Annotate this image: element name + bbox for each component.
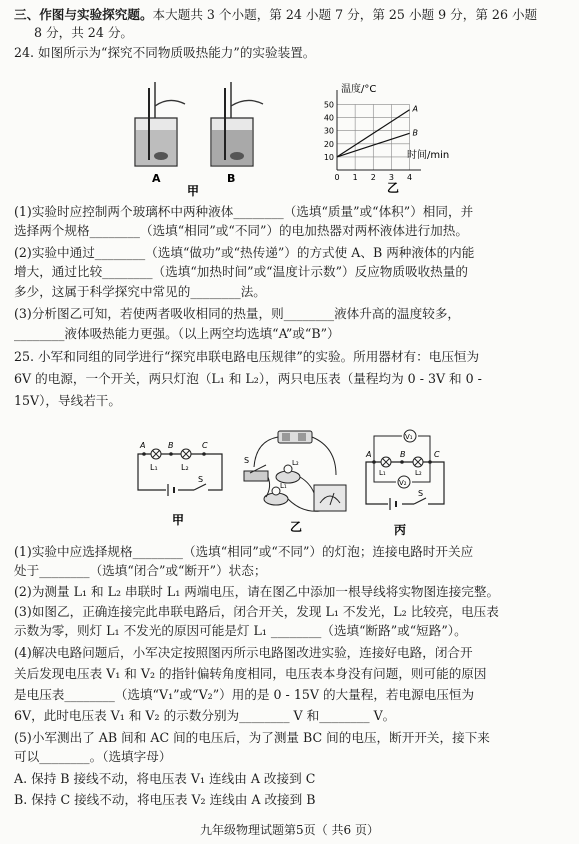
- bing-point-b: B: [400, 450, 406, 459]
- jia-point-c: C: [202, 441, 208, 450]
- q25-part2: (2)为测量 L₁ 和 L₂ 串联时 L₁ 两端电压，请在图乙中添加一根导线将实物图连接完整。: [14, 584, 500, 599]
- yi-lamp-l2-label: L₂: [292, 459, 299, 467]
- beaker-b-label: B: [227, 172, 236, 185]
- jia-point-b: B: [168, 441, 174, 450]
- y-tick-label: 50: [323, 100, 334, 110]
- yi-switch-label: S: [244, 456, 250, 465]
- q25-part1-line1: (1)实验中应选择规格________（选填“相同”或“不同”）的灯泡；连接电路时开关应: [14, 544, 474, 559]
- q25-stem-line3: 15V），导线若干。: [14, 393, 121, 408]
- yi-lamp-l1-label: L₁: [280, 482, 287, 490]
- jia-lamp-l2-label: L₂: [181, 463, 189, 472]
- q25-option-b: B. 保持 C 接线不动，将电压表 V₂ 连线由 A 改接到 B: [14, 792, 316, 807]
- bing-v1-label: V₁: [405, 433, 413, 441]
- fig-jia-caption: 甲: [187, 184, 200, 198]
- q25-part4-line2: 关后发现电压表 V₁ 和 V₂ 的指针偏转角度相同，电压表本身没有问题，则可能的原因: [14, 666, 487, 681]
- section-title: 三、作图与实验探究题。: [14, 7, 153, 22]
- q25-stem-line2: 6V 的电源，一个开关，两只灯泡（L₁ 和 L₂），两只电压表（量程均为 0 - 3V 和 0 -: [14, 371, 482, 386]
- q24-part1-line2: 选择两个规格________（选填“相同”或“不同”）的电加热器对两杯液体进行加热。: [14, 223, 468, 238]
- y-tick-label: 30: [323, 126, 334, 136]
- section-intro-2: 8 分，共 24 分。: [34, 25, 134, 40]
- y-tick-label: 40: [323, 113, 334, 123]
- bing-switch-label: S: [418, 489, 424, 498]
- q25-part4-line3: 是电压表________（选填“V₁”或“V₂”）用的是 0 - 15V 的大量程，若电源电压恒为: [14, 687, 475, 702]
- q24-part2-line3: 多少，这属于科学探究中常见的________法。: [14, 284, 266, 299]
- temperature-chart: [315, 82, 465, 197]
- circuit-physical-yi: [236, 427, 356, 539]
- q24-stem: 24. 如图所示为“探究不同物质吸热能力”的实验装置。: [14, 45, 316, 60]
- jia-point-a: A: [140, 441, 146, 450]
- series-label-a: A: [412, 104, 419, 114]
- q25-part3-line1: (3)如图乙，正确连接完此串联电路后，闭合开关，发现 L₁ 不发光，L₂ 比较亮，电压表: [14, 604, 499, 619]
- beaker-apparatus-figure: [125, 68, 295, 198]
- x-tick-label: 4: [407, 173, 413, 182]
- circuit-diagram-jia: [130, 432, 230, 532]
- chart-xlabel: 时间/min: [407, 150, 450, 161]
- q25-part4-line4: 6V，此时电压表 V₁ 和 V₂ 的示数分别为________ V 和________ V。: [14, 708, 396, 723]
- fig-yi-caption: 乙: [387, 181, 400, 195]
- series-label-b: B: [412, 128, 419, 138]
- jia-lamp-l1-label: L₁: [150, 463, 158, 472]
- jia-switch-label: S: [198, 475, 204, 484]
- y-tick-label: 10: [323, 152, 334, 162]
- q24-part2-line1: (2)实验中通过________（选填“做功”或“热传递”）的方式使 A、B 两种液体的内能: [14, 245, 475, 260]
- x-tick-label: 0: [334, 173, 340, 182]
- q25-option-a: A. 保持 B 接线不动，将电压表 V₁ 连线由 A 改接到 C: [14, 771, 316, 786]
- circuit-yi-caption: 乙: [290, 520, 303, 534]
- page-footer: 九年级物理试题第5页（ 共6 页）: [200, 823, 379, 837]
- bing-v2-label: V₂: [399, 479, 407, 487]
- section-header: [14, 6, 569, 24]
- x-tick-label: 2: [370, 173, 376, 182]
- q25-part1-line2: 处于________（选填“闭合”或“断开”）状态；: [14, 563, 267, 578]
- q24-part2-line2: 增大，通过比较________（选填“加热时间”或“温度计示数”）反应物质吸收热量的: [14, 264, 468, 279]
- y-tick-label: 20: [323, 139, 334, 149]
- q24-part3-line2: ________液体吸热能力更强。（以上两空均选填“A”或“B”）: [14, 326, 340, 341]
- bing-lamp-l2-label: L₂: [415, 469, 422, 477]
- bing-lamp-l1-label: L₁: [379, 469, 386, 477]
- x-tick-label: 3: [388, 173, 394, 182]
- circuit-jia-caption: 甲: [172, 513, 185, 527]
- bing-point-a: A: [366, 450, 372, 459]
- q25-part5-line2: 可以________。（选填字母）: [14, 749, 172, 764]
- q25-part3-line2: 示数为零，则灯 L₁ 不发光的原因可能是灯 L₁ ________（选填“断路”或“短路”）。: [14, 623, 467, 638]
- q25-part4-line1: (4)解决电路问题后，小军决定按照图丙所示电路图改进实验，连接好电路，闭合开: [14, 645, 473, 660]
- section-intro: 本大题共 3 个小题，第 24 小题 7 分，第 25 小题 9 分，第 26 小题: [152, 7, 538, 22]
- q24-part3-line1: (3)分析图乙可知，若使两者吸收相同的热量，则________液体升高的温度较多，: [14, 306, 461, 321]
- q24-part1-line1: (1)实验时应控制两个玻璃杯中两种液体________（选填“质量”或“体积”）相同，并: [14, 204, 474, 219]
- bing-point-c: C: [434, 450, 440, 459]
- q25-stem-line1: 25. 小军和同组的同学进行“探究串联电路电压规律”的实验。所用器材有：电压恒为: [14, 349, 480, 364]
- circuit-bing-caption: 丙: [394, 523, 407, 537]
- beaker-a-label: A: [152, 172, 161, 185]
- chart-ylabel: 温度/°C: [341, 84, 377, 95]
- circuit-diagram-bing: [360, 424, 450, 540]
- q25-part5-line1: (5)小军测出了 AB 间和 AC 间的电压后，为了测量 BC 间的电压，断开开关，接下来: [14, 730, 490, 745]
- x-tick-label: 1: [352, 173, 358, 182]
